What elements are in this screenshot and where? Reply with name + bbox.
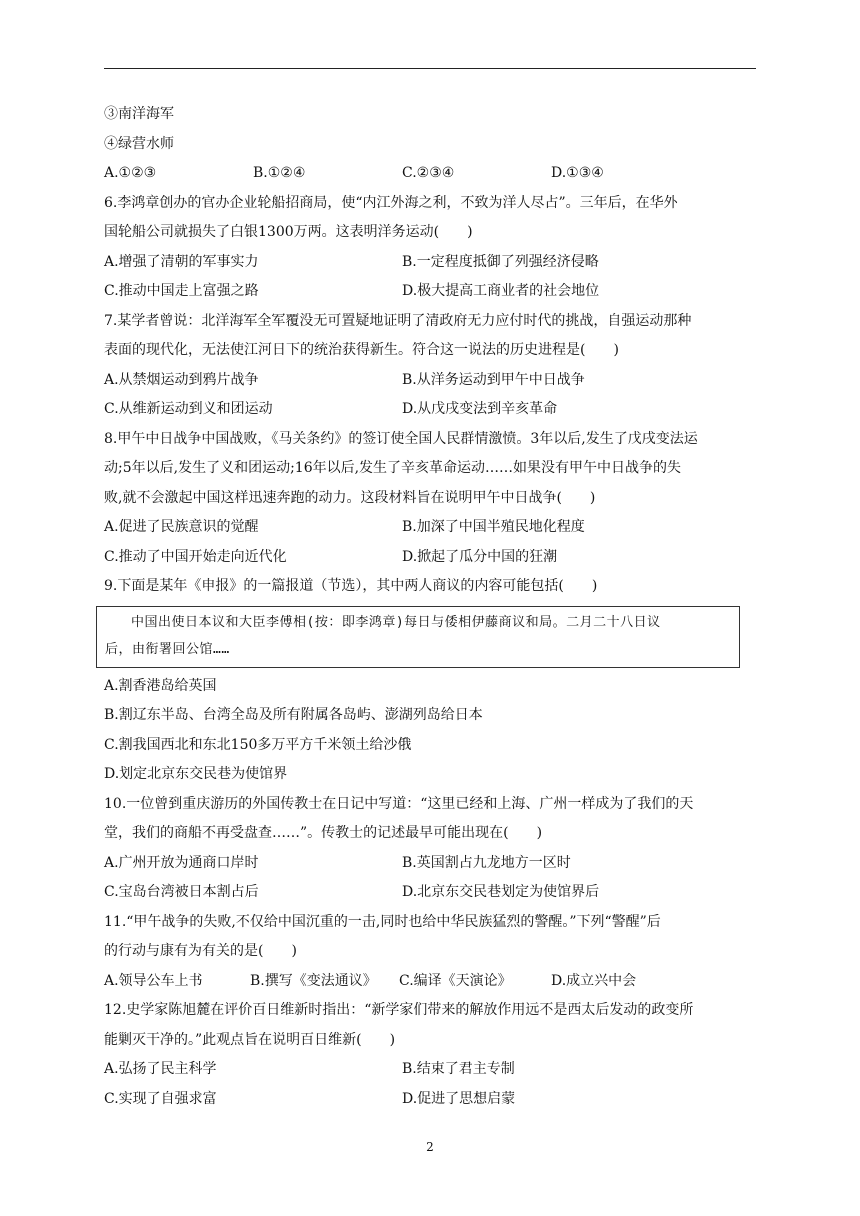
q11-option-a: A.领导公车上书 (104, 972, 203, 989)
q10-option-b: B.英国割占九龙地方一区时 (402, 854, 571, 871)
q12-stem-line-2: 能剿灭干净的。”此观点旨在说明百日维新( ) (104, 1031, 396, 1048)
q11-option-c: C.编译《天演论》 (399, 972, 512, 989)
q5-option-d: D.①③④ (551, 165, 604, 181)
q7-stem-line-1: 7.某学者曾说：北洋海军全军覆没无可置疑地证明了清政府无力应付时代的挑战，自强运动那种 (104, 312, 692, 329)
q8-stem-line-3: 败,就不会激起中国这样迅速奔跑的动力。这段材料旨在说明甲午中日战争( ) (104, 489, 596, 506)
q8-option-a: A.促进了民族意识的觉醒 (104, 519, 259, 535)
q12-options-row-2 (104, 1085, 756, 1115)
q5-option-c: C.②③④ (402, 165, 455, 181)
q8-option-b: B.加深了中国半殖民地化程度 (402, 519, 585, 535)
q9-quote-box (96, 606, 740, 668)
page-number: 2 (426, 1140, 434, 1154)
q7-options-row-1 (104, 366, 756, 396)
q10-stem-line-1: 10.一位曾到重庆游历的外国传教士在日记中写道：“这里已经和上海、广州一样成为了我们的天 (104, 795, 694, 812)
q7-options-row-2 (104, 395, 756, 425)
q7-option-a: A.从禁烟运动到鸦片战争 (104, 371, 259, 388)
q11-option-d: D.成立兴中会 (551, 972, 637, 989)
q9-option-c: C.割我国西北和东北150多万平方千米领土给沙俄 (104, 736, 412, 753)
q7-stem-line-2: 表面的现代化，无法使江河日下的统治获得新生。符合这一说法的历史进程是( ) (104, 342, 619, 358)
q6-options-row-2 (104, 277, 756, 307)
q8-option-c: C.推动了中国开始走向近代化 (104, 548, 287, 565)
q8-options-row-1 (104, 513, 756, 543)
q9-option-b: B.割辽东半岛、台湾全岛及所有附属各岛屿、澎湖列岛给日本 (104, 707, 483, 723)
q12-option-a: A.弘扬了民主科学 (104, 1061, 217, 1077)
q10-option-d: D.北京东交民巷划定为使馆界后 (402, 884, 600, 900)
q9-option-a: A.割香港岛给英国 (104, 677, 217, 694)
q6-stem-line-1: 6.李鸿章创办的官办企业轮船招商局，使“内江外海之利，不致为洋人尽占”。三年后，在华外 (104, 194, 678, 211)
q11-option-b: B.撰写《变法通议》 (250, 972, 377, 989)
q6-option-b: B.一定程度抵御了列强经济侵略 (402, 253, 599, 270)
exam-content (104, 100, 756, 1114)
q9-quote-line-2: 后，由衔署回公馆…… (105, 641, 230, 657)
q8-options-row-2 (104, 543, 756, 573)
q5-item-3: ③南洋海军 (104, 106, 174, 122)
q5-item-4: ④绿营水师 (104, 135, 174, 152)
q7-option-b: B.从洋务运动到甲午中日战争 (402, 371, 585, 388)
q6-stem-line-2: 国轮船公司就损失了白银1300万两。这表明洋务运动( ) (104, 224, 473, 240)
q8-stem-line-1: 8.甲午中日战争中国战败，《马关条约》的签订使全国人民群情激愤。3年以后,发生了戊戌变法运 (104, 430, 698, 447)
q12-stem-line-1: 12.史学家陈旭麓在评价百日维新时指出：“新学家们带来的解放作用远不是西太后发动的政变所 (104, 1002, 694, 1018)
q5-options (104, 159, 756, 189)
q8-stem-line-2: 动;5年以后,发生了义和团运动;16年以后,发生了辛亥革命运动……如果没有甲午中日战争的失 (104, 460, 682, 476)
q5-option-a: A.①②③ (104, 165, 157, 181)
q11-options (104, 967, 756, 997)
q9-option-d: D.划定北京东交民巷为使馆界 (104, 766, 288, 782)
q9-stem: 9.下面是某年《申报》的一篇报道（节选），其中两人商议的内容可能包括( ) (104, 578, 598, 594)
q7-option-d: D.从戊戌变法到辛亥革命 (402, 401, 558, 417)
q5-option-b: B.①②④ (253, 165, 306, 181)
q10-options-row-2 (104, 878, 756, 908)
header-rule (104, 68, 756, 69)
q6-option-a: A.增强了清朝的军事实力 (104, 253, 259, 270)
q6-options-row-1 (104, 248, 756, 278)
q10-stem-line-2: 堂，我们的商船不再受盘查……”。传教士的记述最早可能出现在( ) (104, 825, 543, 841)
q10-option-c: C.宝岛台湾被日本割占后 (104, 884, 259, 900)
q9-quote-line-1: 中国出使日本议和大臣李傅相(按：即李鸿章)每日与倭相伊藤商议和局。二月二十八日议 (131, 614, 661, 630)
q10-options-row-1 (104, 849, 756, 879)
q6-option-c: C.推动中国走上富强之路 (104, 283, 259, 299)
q11-stem-line-2: 的行动与康有为有关的是( ) (104, 943, 297, 959)
q12-options-row-1 (104, 1055, 756, 1085)
q7-option-c: C.从维新运动到义和团运动 (104, 401, 273, 417)
q12-option-d: D.促进了思想启蒙 (402, 1090, 516, 1107)
q11-stem-line-1: 11.“甲午战争的失败,不仅给中国沉重的一击,同时也给中华民族猛烈的警醒。”下列“警醒”后 (104, 913, 661, 930)
q6-option-d: D.极大提高工商业者的社会地位 (402, 283, 600, 299)
q10-option-a: A.广州开放为通商口岸时 (104, 854, 259, 871)
q8-option-d: D.掀起了瓜分中国的狂潮 (402, 548, 558, 565)
q12-option-b: B.结束了君主专制 (402, 1061, 515, 1077)
q12-option-c: C.实现了自强求富 (104, 1090, 217, 1107)
